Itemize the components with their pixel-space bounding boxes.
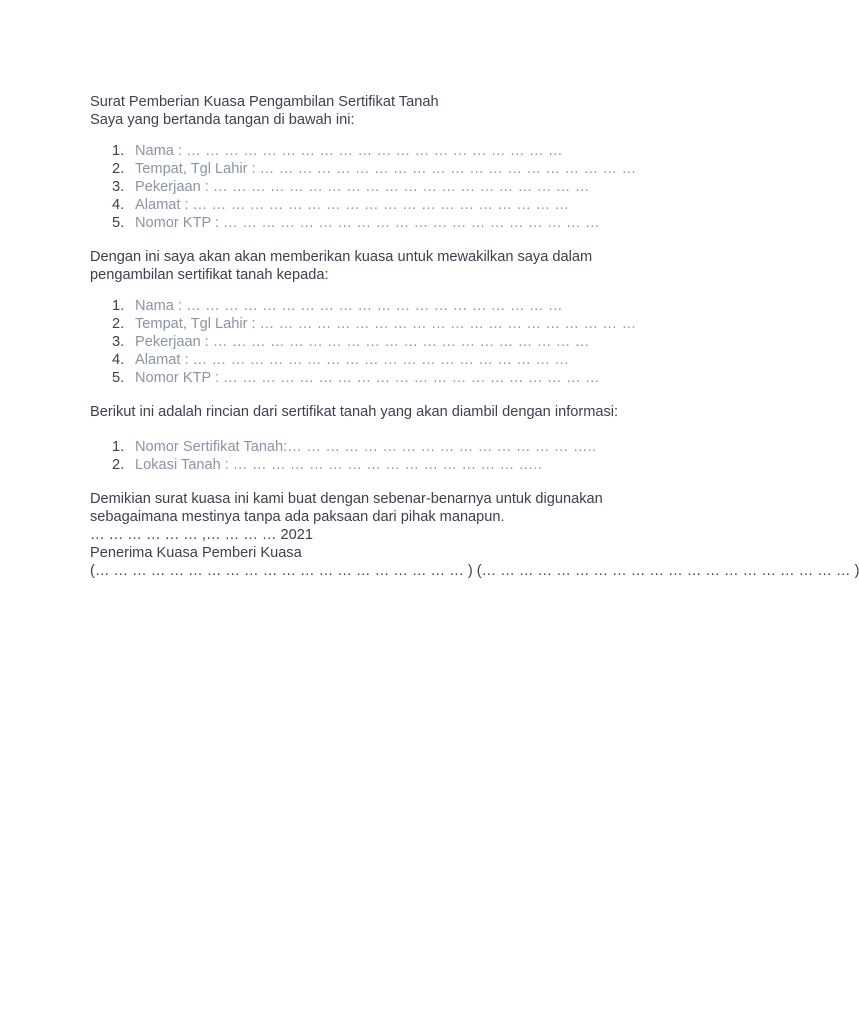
grantor-item-job: 3. Pekerjaan : … … … … … … … … … … … … … … … … … … … … xyxy=(112,179,590,195)
closing-text: Demikian surat kuasa ini kami buat dengan sebenar-benarnya untuk digunakan sebagaimana mestinya tanpa ada paksaan dari pihak manapun. xyxy=(90,491,603,525)
date-line: … … … … … … ,… … … … 2021 xyxy=(90,527,314,543)
grantor-item-name: 1. Nama : … … … … … … … … … … … … … … … … … … … … xyxy=(112,143,563,159)
details-item-land-location: 2. Lokasi Tanah : … … … … … … … … … … … … … … … ….. xyxy=(112,457,542,473)
intro-text: Saya yang bertanda tangan di bawah ini: xyxy=(90,112,355,128)
details-item-certificate-number: 1. Nomor Sertifikat Tanah:… … … … … … … … … … … … … … … ….. xyxy=(112,439,597,455)
grantee-item-name: 1. Nama : … … … … … … … … … … … … … … … … … … … … xyxy=(112,298,563,314)
grantee-item-job: 3. Pekerjaan : … … … … … … … … … … … … … … … … … … … … xyxy=(112,334,590,350)
grantor-item-ktp: 5. Nomor KTP : … … … … … … … … … … … … … … … … … … … … xyxy=(112,215,600,231)
details-intro-text: Berikut ini adalah rincian dari sertifikat tanah yang akan diambil dengan informasi: xyxy=(90,404,619,420)
grantee-list xyxy=(90,297,690,387)
grantee-item-birth: 2. Tempat, Tgl Lahir : … … … … … … … … … … … … … … … … … … … … xyxy=(112,316,637,332)
grantee-item-address: 4. Alamat : … … … … … … … … … … … … … … … … … … … … xyxy=(112,352,570,368)
grantor-item-address: 4. Alamat : … … … … … … … … … … … … … … … … … … … … xyxy=(112,197,570,213)
letter-title: Surat Pemberian Kuasa Pengambilan Sertifikat Tanah xyxy=(90,94,439,110)
letter-page xyxy=(90,93,859,580)
grantor-list xyxy=(90,142,690,232)
mandate-text: Dengan ini saya akan akan memberikan kuasa untuk mewakilkan saya dalam pengambilan sertifikat tanah kepada: xyxy=(90,249,593,283)
grantor-item-birth: 2. Tempat, Tgl Lahir : … … … … … … … … … … … … … … … … … … … … xyxy=(112,161,637,177)
grantee-item-ktp: 5. Nomor KTP : … … … … … … … … … … … … … … … … … … … … xyxy=(112,370,600,386)
signature-roles: Penerima Kuasa Pemberi Kuasa xyxy=(90,545,302,561)
signature-blanks: (… … … … … … … … … … … … … … … … … … … … ) (… … … … … … … … … … … … … … … … … … … … ) xyxy=(90,563,859,579)
details-list xyxy=(90,438,690,474)
